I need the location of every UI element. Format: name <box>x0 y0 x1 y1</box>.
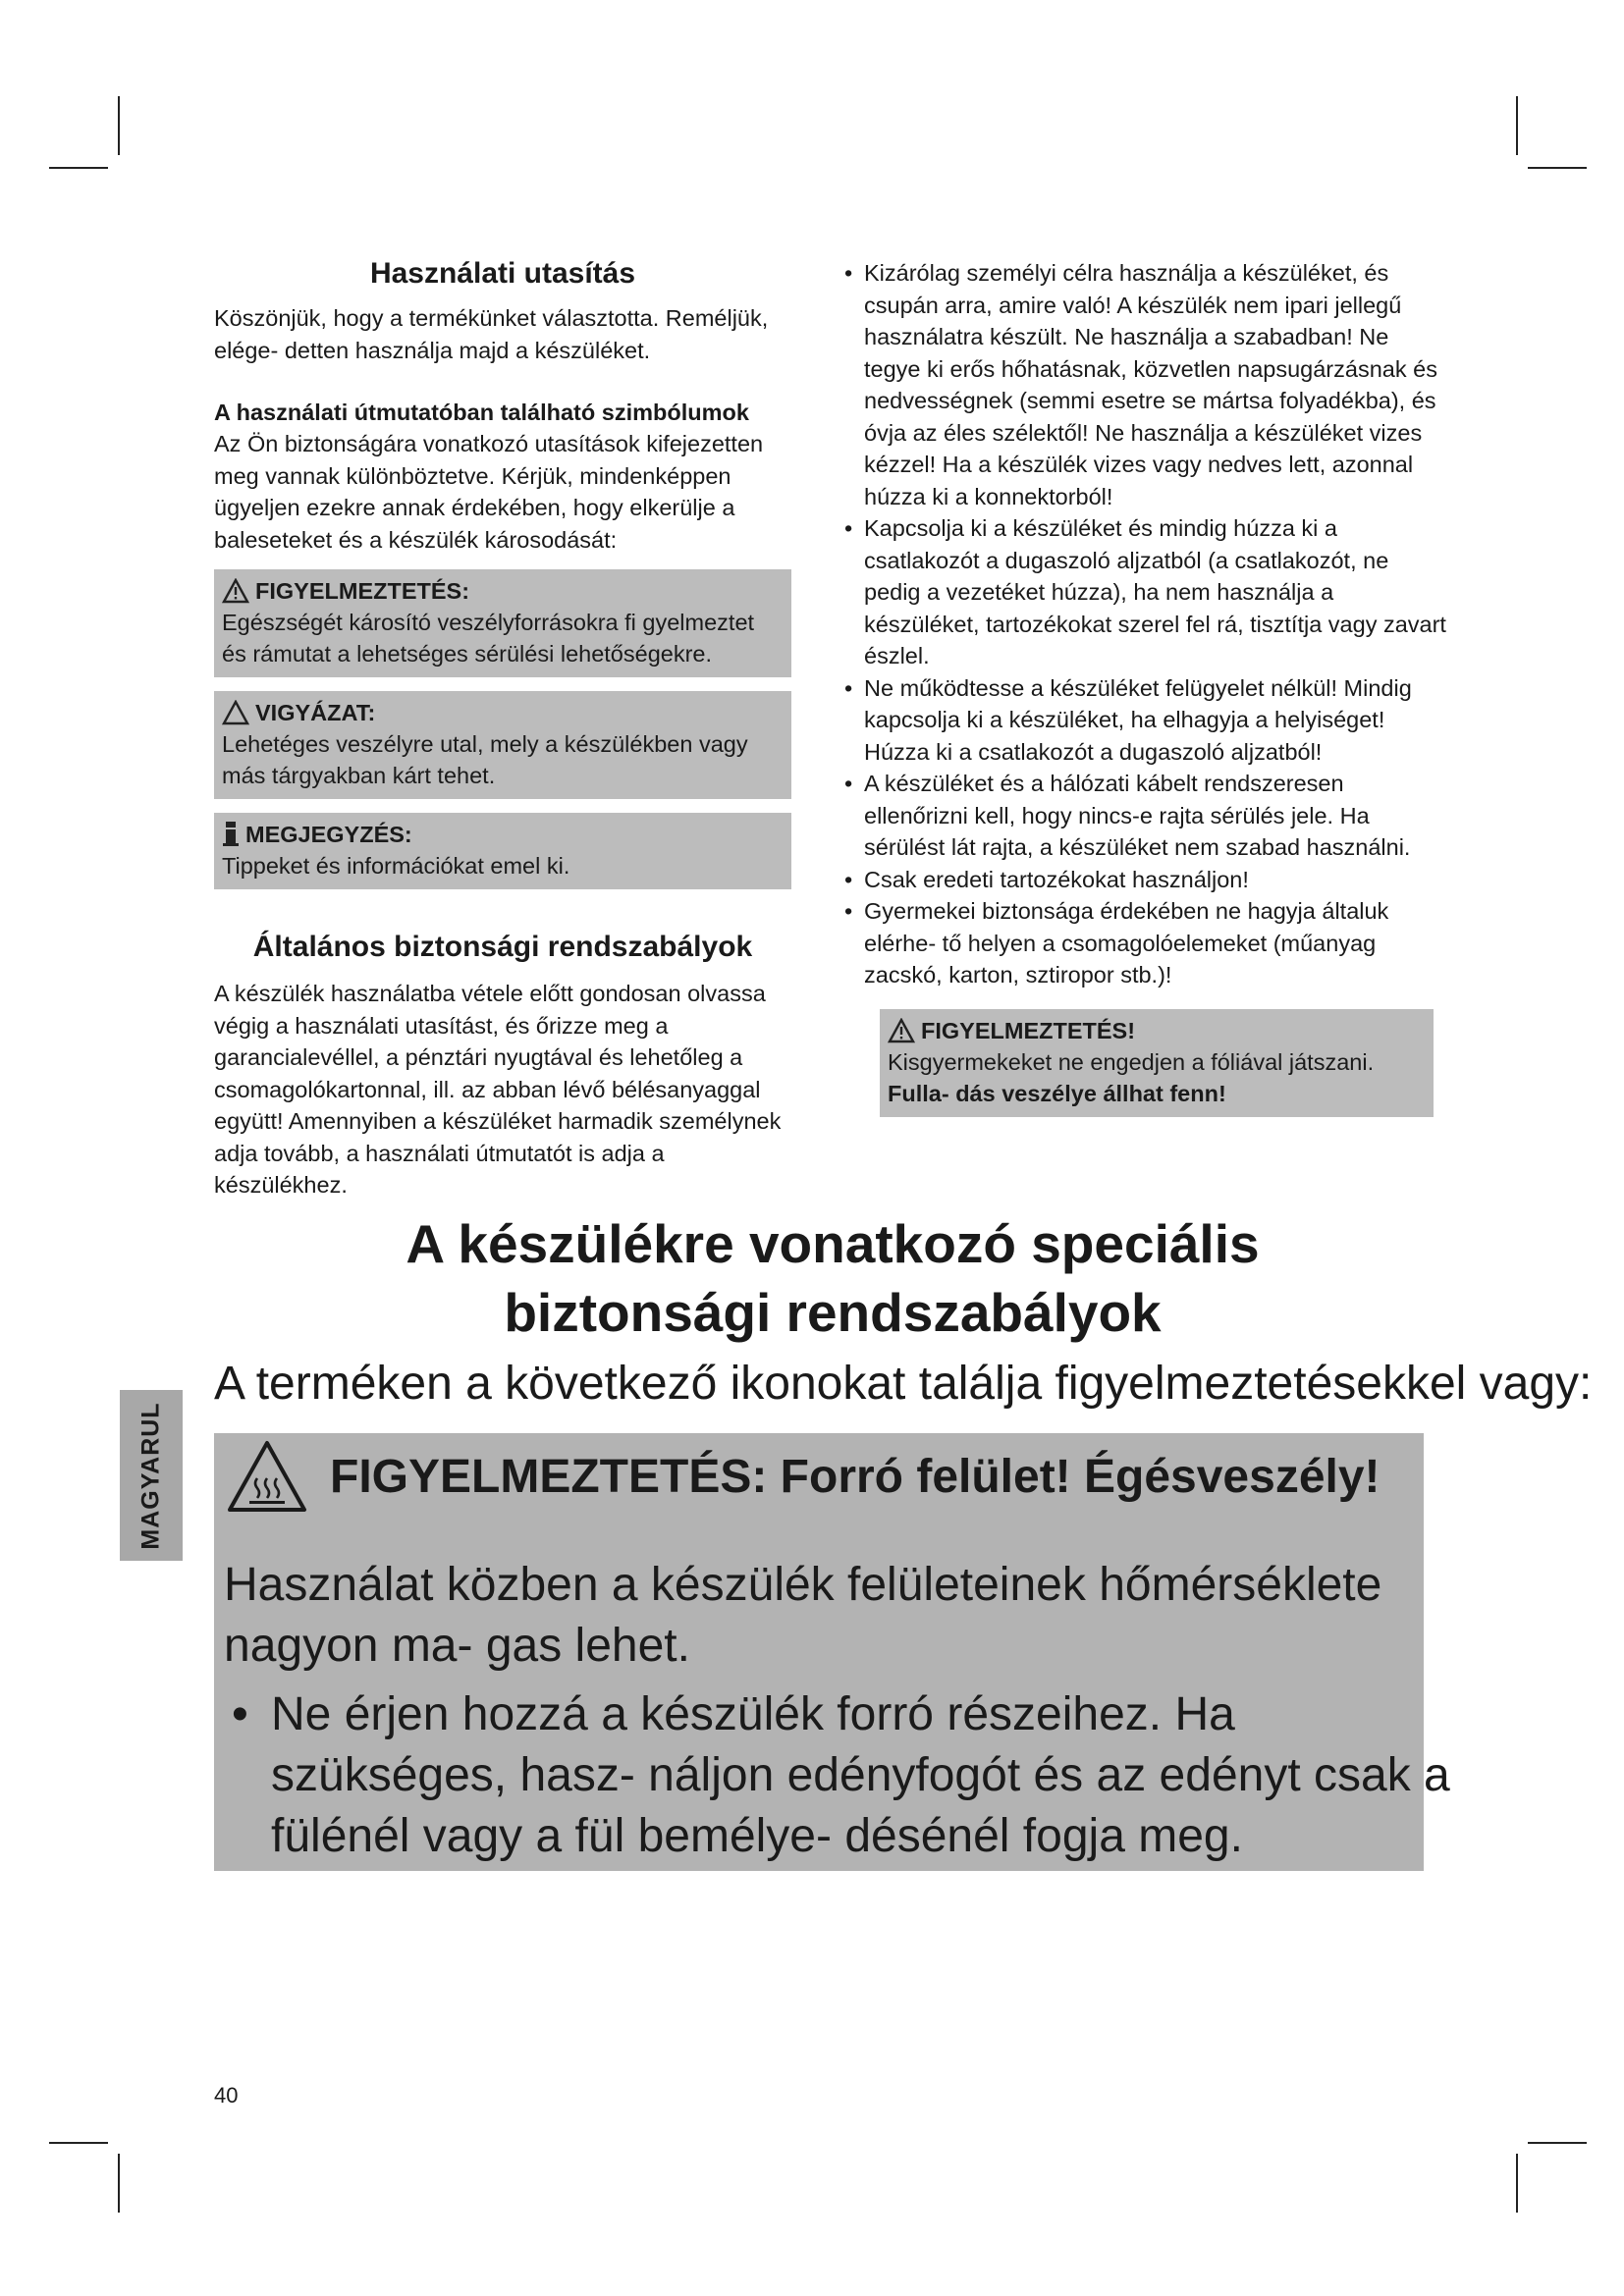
safety-list <box>837 257 1451 991</box>
list-item: • Csak eredeti tartozékokat használjon! <box>837 864 1451 896</box>
warning-box <box>214 569 791 677</box>
child-warning-title: FIGYELMEZTETÉS! <box>921 1017 1136 1043</box>
caution-body: Lehetéges veszélyre utal, mely a készülékben vagy más tárgyakban kárt tehet. <box>222 731 748 788</box>
child-warning-text: Kisgyermekeket ne engedjen a fóliával játszani. <box>888 1048 1375 1075</box>
hot-surface-title: FIGYELMEZTETÉS: Forró felület! Égésveszély! <box>330 1450 1380 1503</box>
special-title <box>214 1209 1451 1347</box>
crop-mark <box>1528 2142 1587 2144</box>
page-number: 40 <box>214 2083 239 2108</box>
intro-text: Köszönjük, hogy a termékünket választotta. Reméljük, elége- detten használja majd a készüléket. <box>214 305 769 363</box>
crop-mark <box>49 167 108 169</box>
child-warning-bold: Fulla- dás veszélye állhat fenn! <box>888 1080 1226 1106</box>
child-warning-body <box>888 1046 1426 1109</box>
caution-box <box>214 691 791 799</box>
note-box <box>214 813 791 889</box>
general-text: A készülék használatba vétele előtt gondosan olvassa végig a használati utasítást, és őrizze meg a garancialevéllel, a pénztári nyugtával és lehetőleg a csomagolókartonnal, ill. az abban lévő bélésanyaggal együtt! Amennyiben a készüléket harmadik személynek adja tovább, a használati útmutatót is adja a készülékhez. <box>214 981 782 1198</box>
caution-icon <box>222 700 249 725</box>
list-item: • Kizárólag személyi célra használja a készüléket, és csupán arra, amire való! A készülék nem ipari jellegű használatra készült. Ne használja a szabadban! Ne tegye ki erős hőhatásnak, közvetlen napsugárzásnak és nedvességnek (semmi esetre se mártsa folyadékba), és óvja az éles szélektől! Ne használja a készüléket vizes kézzel! Ha a készülék vizes vagy nedves lett, azonnal húzza ki a konnektorból! <box>837 257 1451 512</box>
special-intro: A terméken a következő ikonokat találja figyelmeztetésekkel vagy: <box>214 1358 1593 1410</box>
crop-mark <box>1516 2154 1518 2213</box>
special-title-line1: A készülékre vonatkozó speciális <box>406 1213 1260 1274</box>
hot-surface-icon <box>226 1439 308 1514</box>
warning-icon <box>222 578 249 604</box>
caution-title: VIGYÁZAT: <box>255 700 376 725</box>
special-title-line2: biztonsági rendszabályok <box>504 1282 1162 1343</box>
crop-mark <box>49 2142 108 2144</box>
note-title: MEGJEGYZÉS: <box>245 822 412 847</box>
bullet-dot: • <box>232 1688 248 1740</box>
language-tab <box>120 1390 183 1561</box>
note-body: Tippeket és információkat emel ki. <box>222 853 570 879</box>
list-item: • Gyermekei biztonsága érdekében ne hagyja általuk elérhe- tő helyen a csomagolóelemeket (műanyag zacskó, karton, sztiropor stb.)! <box>837 895 1451 991</box>
warning-body: Egészségét károsító veszélyforrásokra fi gyelmeztet és rámutat a lehetséges sérülési lehetőségekre. <box>222 610 755 667</box>
section-title: Használati utasítás <box>369 257 636 290</box>
hot-surface-bullet-text: Ne érjen hozzá a készülék forró részeihez. Ha szükséges, hasz- náljon edényfogót és az edényt csak a fülénél vagy a fül bemélye- désénél fogja meg. <box>271 1688 1450 1862</box>
symbols-heading: A használati útmutatóban található szimbólumok <box>214 400 749 425</box>
right-column <box>837 257 1451 1117</box>
hot-surface-warning-box <box>214 1433 1450 1871</box>
list-item: • Ne működtesse a készüléket felügyelet nélkül! Mindig kapcsolja ki a készüléket, ha elhagyja a helyiséget! Húzza ki a csatlakozót a dugaszoló aljzatból! <box>837 672 1451 769</box>
crop-mark <box>1528 167 1587 169</box>
info-icon <box>222 822 240 847</box>
warning-icon <box>888 1018 915 1043</box>
left-column <box>214 257 791 1201</box>
list-item: • A készüléket és a hálózati kábelt rendszeresen ellenőrizni kell, hogy nincs-e rajta sérülés jele. Ha sérülést lát rajta, a készüléket nem szabad használni. <box>837 768 1451 864</box>
crop-mark <box>118 2154 120 2213</box>
general-heading: Általános biztonsági rendszabályok <box>252 931 753 963</box>
child-warning-box <box>880 1009 1434 1117</box>
warning-title: FIGYELMEZTETÉS: <box>255 578 470 604</box>
crop-mark <box>1516 96 1518 155</box>
symbols-text: Az Ön biztonságára vonatkozó utasítások kifejezetten meg vannak különböztetve. Kérjük, mindenképpen ügyeljen ezekre annak érdekében, hogy elkerülje a baleseteket és a készülék károsodását: <box>214 431 764 553</box>
hot-surface-text: Használat közben a készülék felületeinek hőmérséklete nagyon ma- gas lehet. <box>224 1559 1382 1672</box>
list-item: • Kapcsolja ki a készüléket és mindig húzza ki a csatlakozót a dugaszoló aljzatból (a csatlakozót, ne pedig a vezetéket húzza), ha nem használja a készüléket, tartozékokat szerel fel rá, tisztítja vagy zavart észlel. <box>837 512 1451 672</box>
hot-surface-bullet <box>224 1684 1461 1867</box>
crop-mark <box>118 96 120 155</box>
language-label: MAGYARUL <box>136 1401 165 1550</box>
